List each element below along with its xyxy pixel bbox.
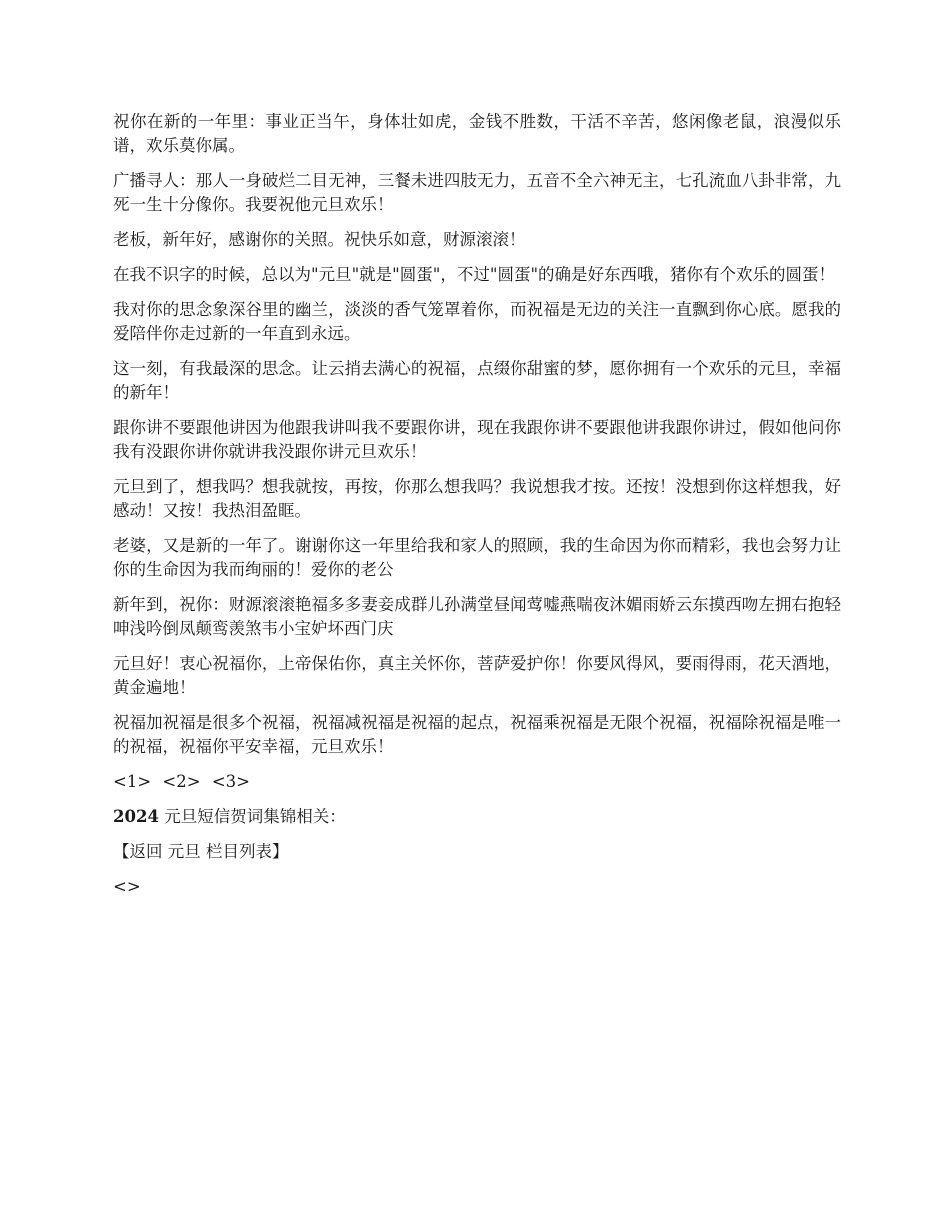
greeting-paragraph-8: 元旦到了，想我吗？想我就按，再按，你那么想我吗？我说想我才按。还按！没想到你这样想我，好感动！又按！我热泪盈眶。 <box>113 477 841 520</box>
greeting-paragraph-3: 老板，新年好，感谢你的关照。祝快乐如意，财源滚滚！ <box>113 230 526 249</box>
related-text: 元旦短信贺词集锦相关： <box>164 807 346 826</box>
document-body <box>113 110 841 899</box>
related-heading <box>113 805 841 829</box>
empty-nav-link[interactable]: <> <box>113 877 141 896</box>
page-link-1[interactable]: <1> <box>113 772 152 791</box>
greeting-paragraph-5: 我对你的思念象深谷里的幽兰，淡淡的香气笼罩着你，而祝福是无边的关注一直飘到你心底。愿我的爱陪伴你走过新的一年直到永远。 <box>113 300 841 343</box>
page-link-2[interactable]: <2> <box>162 772 201 791</box>
greeting-paragraph-6: 这一刻，有我最深的思念。让云捎去满心的祝福，点缀你甜蜜的梦，愿你拥有一个欢乐的元旦，幸福的新年！ <box>113 359 841 402</box>
greeting-paragraph-12: 祝福加祝福是很多个祝福，祝福减祝福是祝福的起点，祝福乘祝福是无限个祝福，祝福除祝福是唯一的祝福，祝福你平安幸福，元旦欢乐！ <box>113 713 841 756</box>
greeting-paragraph-7: 跟你讲不要跟他讲因为他跟我讲叫我不要跟你讲，现在我跟你讲不要跟他讲我跟你讲过，假如他问你我有没跟你讲你就讲我没跟你讲元旦欢乐！ <box>113 418 841 461</box>
greeting-paragraph-11: 元旦好！衷心祝福你，上帝保佑你，真主关怀你，菩萨爱护你！你要风得风，要雨得雨，花天酒地，黄金遍地！ <box>113 654 841 697</box>
greeting-paragraph-4: 在我不识字的时候，总以为"元旦"就是"圆蛋"，不过"圆蛋"的确是好东西哦，猪你有个欢乐的圆蛋！ <box>113 265 836 284</box>
greeting-paragraph-9: 老婆，又是新的一年了。谢谢你这一年里给我和家人的照顾，我的生命因为你而精彩，我也会努力让你的生命因为我而绚丽的！爱你的老公 <box>113 536 841 579</box>
back-to-category-link[interactable]: 【返回 元旦 栏目列表】 <box>113 842 289 861</box>
greeting-paragraph-2: 广播寻人：那人一身破烂二目无神，三餐未进四肢无力，五音不全六神无主，七孔流血八卦非常，九死一生十分像你。我要祝他元旦欢乐！ <box>113 171 841 214</box>
pagination <box>113 770 841 794</box>
greeting-paragraph-1: 祝你在新的一年里：事业正当午，身体壮如虎，金钱不胜数，干活不辛苦，悠闲像老鼠，浪漫似乐谱，欢乐莫你属。 <box>113 112 841 155</box>
greeting-paragraph-10: 新年到，祝你：财源滚滚艳福多多妻妾成群儿孙满堂昼闻莺嘘燕喘夜沐媚雨娇云东摸西吻左拥右抱轻呻浅吟倒凤颠鸾羡煞韦小宝妒坏西门庆 <box>113 595 841 638</box>
related-year: 2024 <box>113 807 159 826</box>
page-link-3[interactable]: <3> <box>211 772 250 791</box>
